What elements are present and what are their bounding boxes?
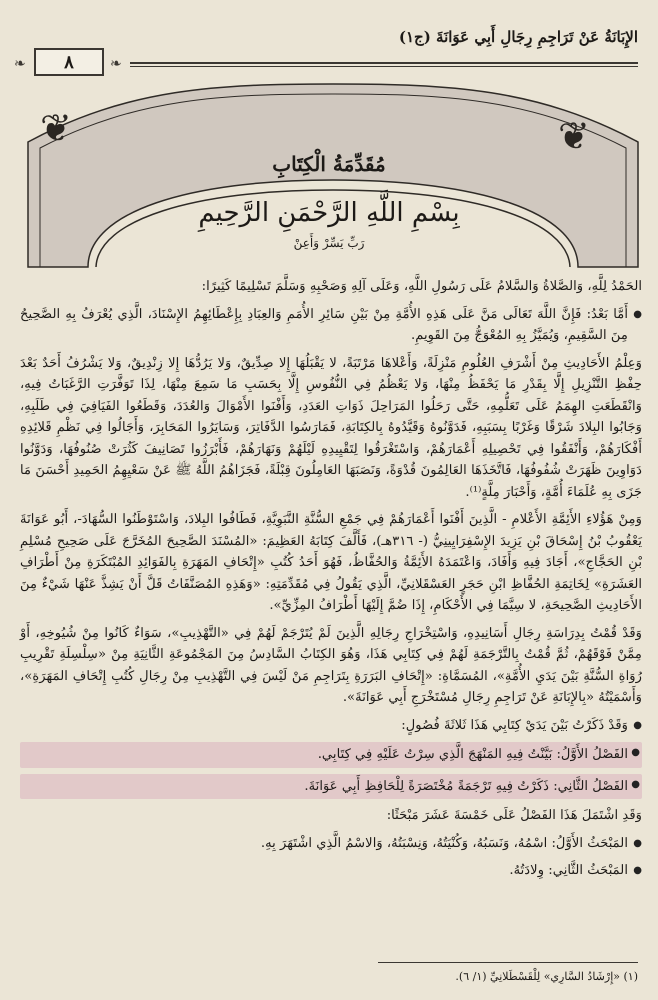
basmala: بِسْمِ اللَّهِ الرَّحْمَنِ الرَّحِيمِ (198, 198, 460, 228)
header-rule (130, 66, 638, 67)
section-item: ● المَبْحَثُ الأَوَّلُ: اسْمُهُ، وَنَسَبُهُ، وَكُنْيَتُهُ، وَنِسْبَتُهُ، وَالاسْمُ الَّذِي اشْتَهَرَ بِهِ. (20, 833, 642, 855)
body-text (20, 276, 642, 888)
paragraph: وَعِلْمُ الأَحَادِيثِ مِنْ أَشْرَفِ العُلُومِ مَنْزِلَةً، وَأَعْلاهَا مَرْتَبَةً، لا يَقْبَلُهَا إِلا صِدِّيقٌ، وَلا يَرُدُّهَا إِلا زِنْدِيقٌ، وَلا يَشْرُفُ أَحَدٌ بَعْدَ حِفْظِ التَّنْزِيلِ إِلَّا بِقَدْرِ مَا يَحْفَظُ مِنْهَا، وَلا يَعْظُمُ فِي النُّفُوسِ إِلَّا بِحَسَبِ مَا سَمِعَ مِنْهَا، لِذَا تَوَفَّرَتِ الرَّغَبَاتُ فِيهِ، وَانْقَطَعَتِ الهِمَمُ عَلَى تَعَلُّمِهِ، حَتَّى رَحَلُوا المَرَاحِلَ ذَوَاتِ العَدَدِ، وَأَفْنَوا الأَمْوَالَ وَالعُدَدَ، وَقَطَعُوا الفَيَافِيَ فِي طَلَبِهِ، وَجَابُوا البِلادَ شَرْقًا وَغَرْبًا بِسَبَبِهِ، فَدَوَّنُوهُ وَقَيَّدُوهُ بِالكِتَابَةِ، فَمَارَسُوا الدَّفَاتِرَ، وَسَايَرُوا المَحَابِرَ، وَأَجَالُوا فِي نَظْمِ قَلائِدِهِ أَفْكَارَهُمْ، وَأَنْفَقُوا فِي تَحْصِيلِهِ أَعْمَارَهُمْ، وَاسْتَغْرَقُوا لِتَقْيِيدِهِ لَيْلَهُمْ وَنَهَارَهُمْ، فَأَبْرَزُوا تَصَانِيفَ كَثُرَتْ صُنُوفُهَا، وَدَوَّنُوا دَوَاوِينَ ظَهَرَتْ شُفُوفُهَا، فَاتَّخَذَهَا العَالِمُونَ قُدْوَةً، وَنَصَبَهَا العَامِلُونَ قِبْلَةً، فَجَزَاهُمُ اللَّهُ ﷺ عَنْ سَعْيِهِمُ الحَمِيدِ أَحْسَنَ مَا جَزَى بِهِ عُلَمَاءَ أُمَّةٍ، وَأَحْبَارَ مِلَّةٍ⁽¹⁾. (20, 355, 642, 500)
chapter-item: ● الفَصْلُ الأَوَّلُ: بَيَّنْتُ فِيهِ المَنْهَجَ الَّذِي سِرْتُ عَلَيْهِ فِي كِتَابِي. (20, 742, 642, 768)
paragraph: الحَمْدُ لِلَّهِ، وَالصَّلاةُ وَالسَّلامُ عَلَى رَسُولِ اللَّهِ، وَعَلَى آلِهِ وَصَحْبِهِ وَسَلَّمَ تَسْلِيمًا كَثِيرًا: (201, 279, 642, 294)
paragraph: ● أَمَّا بَعْدُ: فَإِنَّ اللَّهَ تَعَالَى مَنَّ عَلَى هَذِهِ الأُمَّةِ مِنْ بَيْنِ سَائِرِ الأُمَمِ وَالعِبَادِ بِإِعْطَائِهِمُ الإِسْنَادَ، الَّذِي يُعْرَفُ بِهِ الصَّحِيحُ مِنَ السَّقِيمِ، وَيُمَيَّزُ بِهِ المُعْوَجُّ مِنَ القَوِيمِ. (20, 304, 642, 347)
sections-intro: وَقَدِ اشْتَمَلَ هَذَا الفَصْلُ عَلَى خَمْسَةَ عَشَرَ مَبْحَثًا: (386, 808, 642, 823)
running-title: الإِبَانَةُ عَنْ تَرَاجِمِ رِجَالِ أَبِي عَوَانَةَ (ج١) (398, 28, 638, 46)
section-item: ● المَبْحَثُ الثَّانِي: وِلادَتُهُ. (20, 860, 642, 882)
dua: رَبِّ يَسِّرْ وَأَعِنْ (293, 236, 365, 250)
ornament-icon: ❦ (40, 106, 72, 150)
footnote: (١) «إِرْشَادُ السَّارِي» لِلْقَسْطَلانِيِّ (١/ ٦). (455, 970, 638, 983)
footnote-rule (378, 962, 638, 963)
chapter-item: ● الفَصْلُ الثَّانِي: ذَكَرْتُ فِيهِ تَرْجَمَةً مُخْتَصَرَةً لِلْحَافِظِ أَبِي عَوَانَةَ. (20, 774, 642, 800)
flourish-icon: ❧ (14, 56, 26, 72)
ornament-icon: ❦ (558, 114, 590, 158)
paragraph: وَقَدْ قُمْتُ بِدِرَاسَةِ رِجَالِ أَسَانِيدِهِ، وَاسْتِخْرَاجِ رِجَالِهِ الَّذِينَ لَمْ يُتَرْجَمْ لَهُمْ فِي «التَّهْذِيبِ»، سَوَاءٌ كَانُوا مِنْ شُيُوخِهِ، أَوْ مِمَّنْ فَوْقَهُمْ، ثُمَّ قُمْتُ بِالتَّرْجَمَةِ لَهُمْ فِي كِتَابِي هَذَا، وَهُوَ الكِتَابُ السَّادِسُ مِنَ المَجْمُوعَةِ الثَّانِيَةِ مِنْ «سِلْسِلَةِ تَقْرِيبِ رُوَاةِ السُّنَّةِ بَيْنَ يَدَيِ الأُمَّةِ»، المُسَمَّاةِ: «إِتْحَافِ البَرَرَةِ بِتَرَاجِمِ مَنْ لَيْسَ فِي التَّهْذِيبِ مِنْ رِجَالِ كُتُبِ إِتْحَافِ المَهَرَةِ»، وَأَسْمَيْتُهُ «بِالإِبَانَةِ عَنْ تَرَاجِمِ رِجَالِ مُسْتَخْرَجِ أَبِي عَوَانَةَ». (20, 625, 642, 705)
flourish-icon: ❧ (110, 56, 122, 72)
plan-intro: ● وَقَدْ ذَكَرْتُ بَيْنَ يَدَيْ كِتَابِي هَذَا ثَلاثَةَ فُصُولٍ: (20, 715, 642, 737)
header-rule (130, 62, 638, 64)
paragraph: وَمِنْ هَؤُلاءِ الأَئِمَّةِ الأَعْلامِ - الَّذِينَ أَفْنَوا أَعْمَارَهُمْ فِي جَمْعِ السُّنَّةِ النَّبَوِيَّةِ، فَطَافُوا البِلادَ، وَاسْتَوْطَنُوا السُّهَادَ-، أَبُو عَوَانَةَ يَعْقُوبُ بْنُ إِسْحَاقَ بْنِ يَزِيدَ الإِسْفِرَايِينِيُّ (- ٣١٦هـ)، فَأَلَّفَ كِتَابَهُ العَظِيمَ: «المُسْنَدَ الصَّحِيحَ المُخَرَّجَ عَلَى صَحِيحِ مُسْلِمِ بْنِ الحَجَّاجِ»، أَجَادَ فِيهِ وَأَفَادَ، وَاعْتَمَدَهُ الأَئِمَّةُ وَالحُفَّاظُ، فَهُوَ أَحَدُ كُتُبِ «إِتْحَافِ المَهَرَةِ بِالفَوَائِدِ المُبْتَكَرَةِ مِنْ أَطْرَافِ العَشَرَةِ» لِخَاتِمَةِ الحُفَّاظِ ابْنِ حَجَرٍ العَسْقَلانِيِّ، الَّذِي يَقُولُ فِي مُقَدِّمَتِهِ: «وَهَذِهِ المُصَنَّفَاتُ قَلَّ أَنْ يَشِذَّ عَنْهَا شَيْءٌ مِنَ الأَحَادِيثِ الصَّحِيحَةِ، لا سِيَّمَا فِي الأَحْكَامِ، إِذَا ضُمَّ إِلَيْهَا أَطْرَافُ المِزِّيِّ». (20, 512, 642, 613)
section-title: مُقَدِّمَةُ الْكِتَابِ (272, 152, 386, 176)
page-number: ٨ (34, 48, 104, 76)
